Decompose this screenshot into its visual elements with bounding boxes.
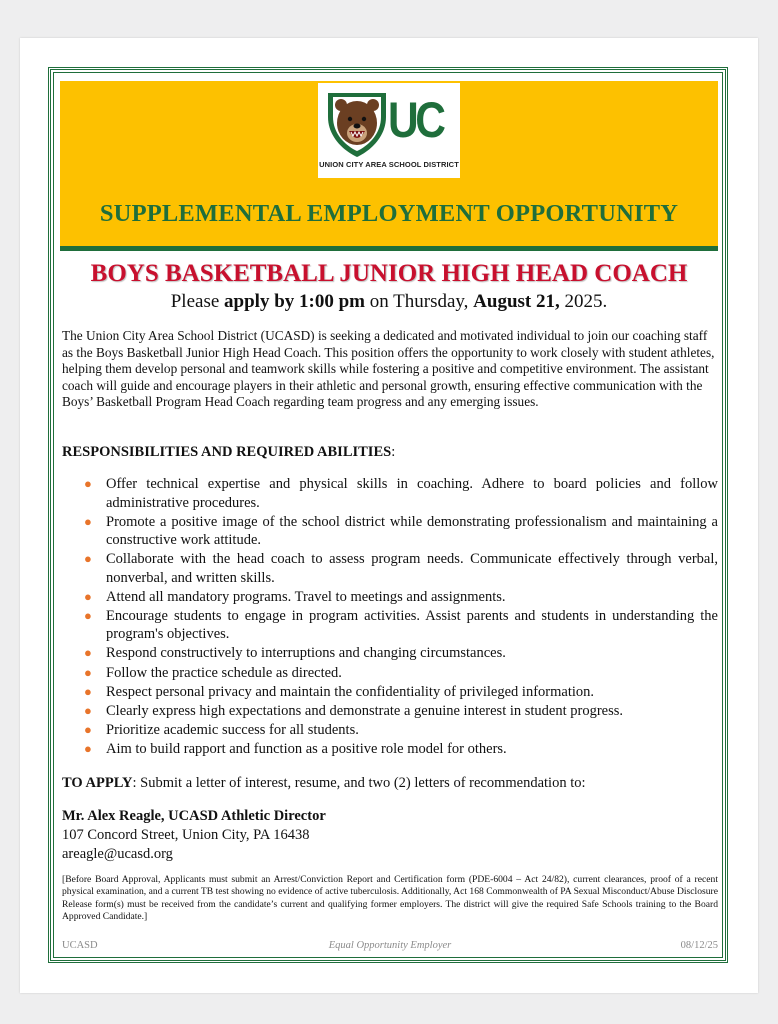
list-item: ● Prioritize academic success for all students.: [84, 721, 359, 738]
bullet-icon: ●: [84, 513, 92, 529]
responsibilities-heading-text: RESPONSIBILITIES AND REQUIRED ABILITIES: [62, 444, 392, 460]
banner-divider: [60, 246, 718, 251]
logo-letters: UC: [388, 92, 443, 148]
footer-eoe: Equal Opportunity Employer: [328, 940, 452, 951]
list-item: ● Offer technical expertise and physical skills in coaching. Adhere to board policies and follow administrative procedures.: [84, 476, 718, 511]
bullet-icon: ●: [84, 476, 92, 491]
bullet-icon: ●: [84, 645, 92, 661]
deadline-pre: Please: [170, 291, 225, 312]
bullet-icon: ●: [84, 740, 92, 756]
contact-block: [62, 807, 326, 864]
contact-address: 107 Concord Street, Union City, PA 16438: [62, 827, 310, 843]
apply-text: : Submit a letter of interest, resume, and two (2) letters of recommendation to:: [132, 775, 586, 791]
deadline-mid: on Thursday,: [364, 291, 474, 312]
bullet-icon: ●: [84, 588, 92, 604]
bullet-icon: ●: [84, 551, 92, 567]
flyer-page: [20, 38, 758, 993]
job-title: BOYS BASKETBALL JUNIOR HIGH HEAD COACH: [90, 260, 688, 287]
list-item: ● Promote a positive image of the school district while demonstrating professionalism and maintaining a constructive work attitude.: [84, 513, 718, 549]
bullet-icon: ●: [84, 607, 92, 623]
contact-name: Mr. Alex Reagle, UCASD Athletic Director: [62, 808, 326, 824]
intro-paragraph: The Union City Area School District (UCASD) is seeking a dedicated and motivated individual to join our coaching staff as the Boys Basketball Junior High Head Coach. This position offers the opportunity to work closely with student athletes, helping them develop personal and teamwork skills while fostering a positive and competitive environment. The assistant coach will guide and encourage players in their athletic and personal growth, ensuring effective communication with the Boys’ Basketball Program Head Coach regarding team progress and any emerging issues.: [62, 328, 715, 410]
bullet-icon: ●: [84, 721, 92, 737]
logo-district-name: UNION CITY AREA SCHOOL DISTRICT: [319, 160, 459, 169]
bullet-icon: ●: [84, 664, 92, 680]
responsibilities-heading: [62, 444, 395, 461]
bear-shield-icon: [324, 87, 390, 159]
footer-org: UCASD: [62, 940, 98, 951]
how-to-apply: [62, 775, 718, 792]
contact-email[interactable]: areagle@ucasd.org: [62, 846, 173, 862]
list-item: ● Respond constructively to interruptions and changing circumstances.: [84, 645, 506, 662]
list-item: ● Follow the practice schedule as directed.: [84, 664, 342, 681]
list-item: ● Aim to build rapport and function as a positive role model for others.: [84, 740, 507, 757]
list-item: ● Clearly express high expectations and demonstrate a genuine interest in student progress.: [84, 702, 624, 719]
list-item: ● Encourage students to engage in program activities. Assist parents and students in understanding the program's objectives.: [84, 607, 718, 643]
list-item: ● Collaborate with the head coach to assess program needs. Communicate effectively through verbal, nonverbal, and written skills.: [84, 551, 718, 586]
bullet-icon: ●: [84, 683, 92, 699]
application-deadline: [60, 291, 718, 313]
deadline-time: apply by 1:00 pm: [224, 291, 365, 312]
district-logo: [318, 83, 460, 178]
requirements-fine-print: [Before Board Approval, Applicants must submit an Arrest/Conviction Report and Certification form (PDE-6004 – Act 24/82), current clearances, proof of a recent physical examination, and a current TB test showing no evidence of active tuberculosis. Additionally, Act 168 Commonwealth of PA Sexual Misconduct/Abuse Disclosure Release form(s) must be received from the candidate’s current and qualifying former employers. The district will give the required Safe Schools training to the Board Approved Candidate.]: [62, 874, 718, 923]
list-item: ● Respect personal privacy and maintain the confidentiality of privileged information.: [84, 683, 595, 700]
responsibilities-heading-colon: :: [391, 444, 396, 460]
footer-date: 08/12/25: [680, 940, 718, 951]
banner-title: SUPPLEMENTAL EMPLOYMENT OPPORTUNITY: [99, 200, 679, 227]
list-item: ● Attend all mandatory programs. Travel to meetings and assignments.: [84, 588, 506, 605]
responsibilities-list: [62, 475, 718, 759]
apply-label: TO APPLY: [62, 775, 133, 791]
bullet-icon: ●: [84, 702, 92, 718]
deadline-date: August 21,: [473, 291, 560, 312]
deadline-year: 2025.: [559, 291, 608, 312]
